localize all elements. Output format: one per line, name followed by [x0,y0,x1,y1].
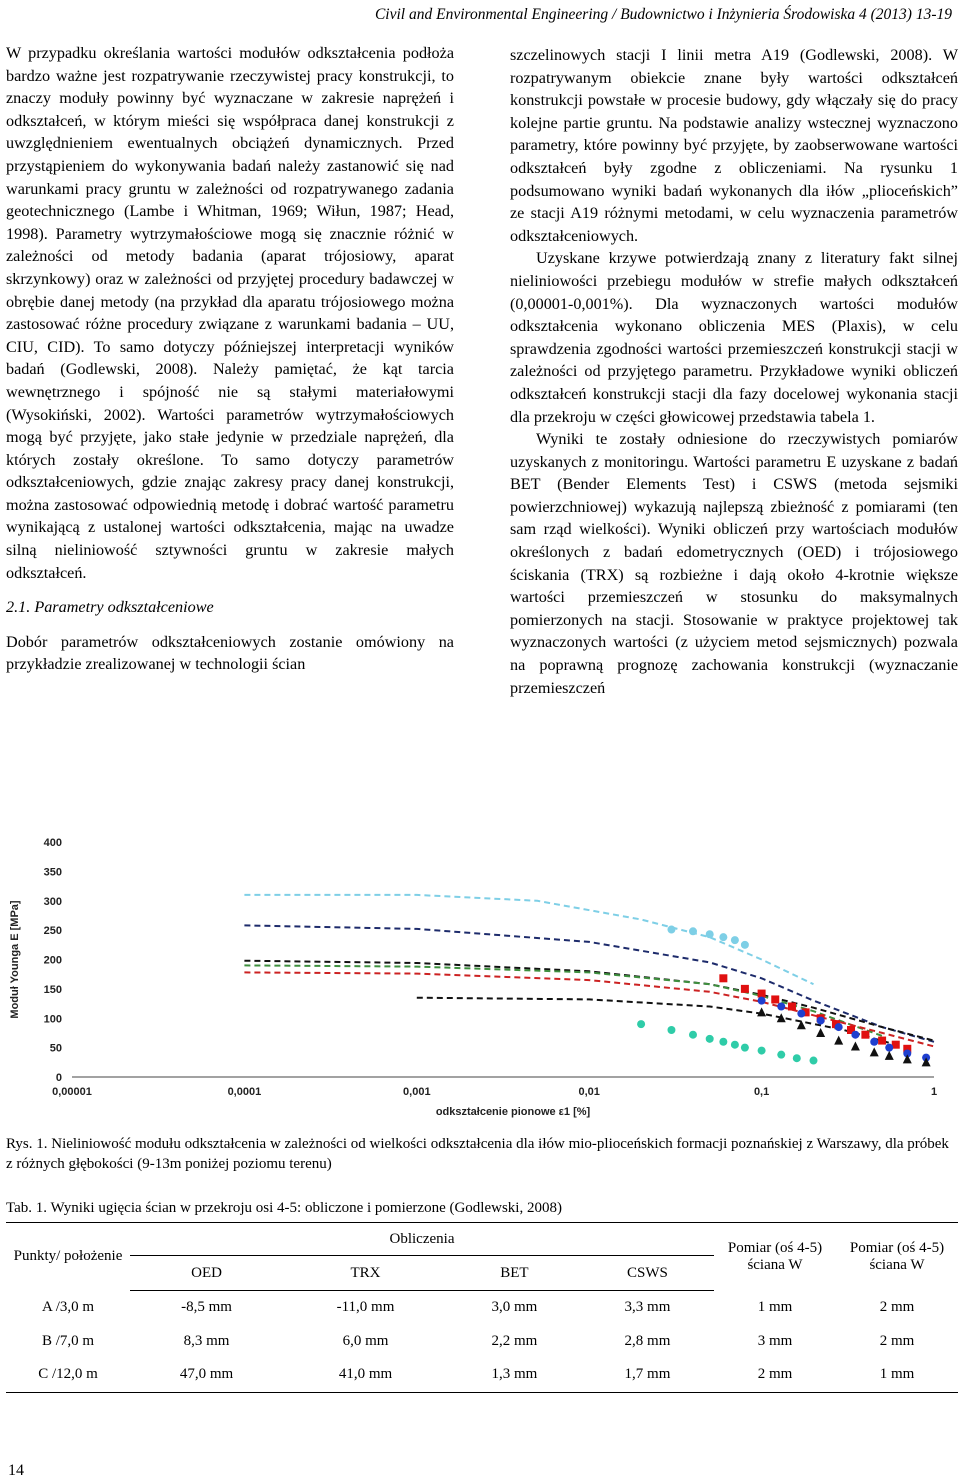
x-tick-label: 0,001 [403,1086,431,1098]
page-number: 14 [8,1462,24,1479]
data-point [777,1003,785,1011]
data-point [757,1007,766,1016]
header-oed: OED [130,1256,283,1291]
data-point [835,1023,843,1031]
section-heading: 2.1. Parametry odkształceniowe [6,598,214,617]
paragraph: Wyniki te zostały odniesione do rzeczywistych pomiarów uzyskanych z monitoringu. Wartości parametru E uzyskane z badań BET (Bender Elements Test) i CSWS (metoda sejsmiki powierzchniowej) wykazują najlepszą zbieżność z pomiarami (ten sam rząd wielkości). Wyniki obliczeń przy wartościach modułów określonych z badań edometrycznych (OED) i trójosiowego ściskania (TRX) są rozbieżne i dają około 4-krotnie większe wartości przemieszczeń w stosunku do maksymalnych pomierzonych na stacji. Stosowanie w praktyce projektowej tak wyznaczonych wartości (z użyciem metod sejsmicznych) pozwala na poprawną prognozę zachowania konstrukcji (wyznaczanie przemieszczeń [510,430,958,697]
data-point [885,1051,894,1060]
x-tick-label: 0,0001 [227,1086,262,1098]
table-cell: 2 mm [879,1299,915,1315]
data-point [885,1044,893,1052]
table-cell: -8,5 mm [181,1299,232,1316]
y-axis-label: Moduł Younga E [MPa] [9,900,21,1019]
modulus-chart [0,830,960,1130]
right-column [510,44,958,699]
header-csws: CSWS [581,1256,714,1291]
data-point [793,1054,801,1062]
table-cell: 2,2 mm [491,1332,538,1349]
data-point [809,1057,817,1065]
table-cell: 2 mm [879,1332,915,1349]
y-tick-label: 400 [43,837,62,849]
data-point [667,1026,675,1034]
table-cell: 3,0 mm [491,1299,538,1316]
data-point [861,1031,869,1039]
data-point [731,1041,739,1049]
table-cell: 2 mm [714,1358,836,1392]
data-point [689,1031,697,1039]
table-cell: 8,3 mm [183,1332,230,1349]
data-point [719,1038,727,1046]
header-group: Obliczenia [130,1223,714,1256]
y-tick-label: 100 [43,1013,62,1026]
data-point [719,974,727,982]
y-tick-label: 300 [43,895,62,908]
x-tick-label: 0,1 [753,1086,770,1098]
table-cell: B /7,0 m [41,1332,95,1349]
header-trx: TRX [283,1256,448,1291]
figure-caption: Rys. 1. Nieliniowość modułu odkształcenia w zależności od wielkości odkształcenia dla iłów mio-plioceńskich formacji poznańskiej z Warszawy, dla próbek z różnych głębokości (9-13m poniżej poziomu terenu) [6,1136,949,1172]
table-row [6,1291,958,1325]
data-point [667,926,675,934]
x-tick-label: 0,01 [578,1086,600,1098]
paragraph: szczelinowych stacji I linii metra A19 (Godlewski, 2008). W rozpatrywanym obiekcie znane były wartości odkształceń konstrukcji powstałe w procesie budowy, gdy włączały się do pracy kolejne partie gruntu. Na podstawie analizy wstecznej wyznaczono parametry, które powinny być przyjęte, by zaobserwowane wartości odkształceń były zgodne z obliczeniami. Na rysunku 1 podsumowano wyniki badań wykonanych dla iłów „plioceńskich” ze stacji A19 różnymi metodami, w celu wyznaczenia parametrów odkształceniowych. [510,46,958,245]
table-cell: 1,3 mm [448,1358,581,1392]
data-point [758,1047,766,1055]
data-point [870,1038,878,1046]
data-point [851,1041,860,1050]
data-point [878,1037,886,1045]
table-cell: A /3,0 m [41,1299,95,1315]
header-points: Punkty/ położenie [6,1223,130,1291]
data-point [816,1028,825,1037]
data-point [758,997,766,1005]
table-cell: 3 mm [757,1332,793,1349]
results-table [6,1222,958,1393]
table-cell: 2,8 mm [624,1332,671,1349]
table-cell: 1 mm [757,1299,793,1315]
y-tick-label: 200 [43,954,62,967]
table-cell: -11,0 mm [336,1299,395,1316]
y-tick-label: 350 [43,866,62,879]
x-tick-label: 0,00001 [52,1086,92,1098]
data-point [870,1047,879,1056]
data-point [771,995,779,1003]
header-measure-2: Pomiar (oś 4-5) ściana W [836,1223,958,1291]
data-point [741,985,749,993]
data-point [817,1017,825,1025]
y-tick-label: 50 [49,1042,62,1055]
x-tick-label: 1 [930,1086,938,1098]
y-tick-label: 150 [43,983,62,996]
series-line [244,925,934,1041]
x-axis-label: odkształcenie pionowe ε1 [%] [435,1106,591,1118]
series-line [244,972,934,1046]
y-tick-label: 250 [43,925,62,938]
data-point [741,1044,749,1052]
data-point [741,941,749,949]
paragraph: W przypadku określania wartości modułów odkształcenia podłoża bardzo ważne jest rozpatrywanie rzeczywistej pracy konstrukcji, to znaczy moduły powinny być wyznaczane w zakresie naprężeń i odkształceń, w którym mieści się współpraca danej konstrukcji z uwzględnieniem ewentualnych obciążeń dynamicznych. Przed przystąpieniem do wykonywania badań należy zastanowić się nad warunkami pracy gruntu w zależności od rozpatrywanego zadania geotechnicznego (Lambe i Whitman, 1969; Wiłun, 1987; Head, 1998). Parametry wytrzymałościowe mogą się znacznie różnić w zależności od metody badania (aparat trójosiowy, aparat skrzynkowy) oraz w zależności od przyjętej procedury badawczej w obrębie danej metody (na przykład dla aparatu trójosiowego można zastosować różne procedury związane z warunkami badania – UU, CIU, CID). To samo dotyczy późniejszej interpretacji wyników badań (Godlewski, 2008). Należy pamiętać, że kąt tarcia wewnętrznego i spójność nie są stałymi materiałowymi (Wysokiński, 2002). Wartości parametrów wytrzymałościowych mogą być przyjęte, jako stałe jedynie w przedziale naprężeń, dla których zostały określone. To samo dotyczy parametrów odkształceniowych, gdzie znając zakresy pracy danej konstrukcji, można zastosować odpowiednią metodę i dobrać wartość parametru wynikającą z ustalonej wartości odkształcenia, mając na uwadze silną nieliniowość sztywności gruntu w zakresie małych odkształceń. [6,44,454,582]
left-column [6,42,454,676]
table-cell: 6,0 mm [342,1332,389,1349]
data-point [834,1036,843,1045]
data-point [637,1020,645,1028]
header-bet: BET [448,1256,581,1291]
table-cell: 3,3 mm [624,1299,671,1316]
paragraph: Dobór parametrów odkształceniowych zostanie omówiony na przykładzie zrealizowanej w technologii ścian [6,632,454,674]
table-cell: 41,0 mm [283,1358,448,1392]
header-measure-1: Pomiar (oś 4-5) ściana W [714,1223,836,1291]
data-point [706,1035,714,1043]
table-row [6,1325,958,1359]
data-point [797,1010,805,1018]
table-cell: C /12,0 m [6,1358,130,1392]
table-caption: Tab. 1. Wyniki ugięcia ścian w przekroju osi 4-5: obliczone i pomierzone (Godlewski, 2008) [6,1200,562,1216]
data-point [851,1031,859,1039]
data-point [706,930,714,938]
data-point [689,927,697,935]
data-point [758,990,766,998]
running-head: Civil and Environmental Engineering / Budownictwo i Inżynieria Środowiska 4 (2013) 13-19 [374,6,952,23]
table-cell: 1,7 mm [581,1358,714,1392]
data-point [777,1051,785,1059]
data-point [731,936,739,944]
data-point [788,1003,796,1011]
data-point [719,933,727,941]
table-row [6,1358,958,1392]
table-cell: 1 mm [836,1358,958,1392]
y-tick-label: 0 [55,1072,62,1084]
table-cell: 47,0 mm [130,1358,283,1392]
figure-chart [0,830,960,1130]
paragraph: Uzyskane krzywe potwierdzają znany z literatury fakt silnej nieliniowości przebiegu modułów w strefie małych odkształceń (0,00001-0,001%). Dla wyznaczonych wartości modułów odkształcenia wykonano obliczenia MES (Plaxis), w celu sprawdzenia zgodności wartości przemieszczeń konstrukcji stacji w zależności od przyjętego parametru. Przykładowe wyniki obliczeń odkształceń konstrukcji stacji dla fazy docelowej wykonania stacji dla przekroju w części głowicowej przedstawia tabela 1. [510,249,958,426]
